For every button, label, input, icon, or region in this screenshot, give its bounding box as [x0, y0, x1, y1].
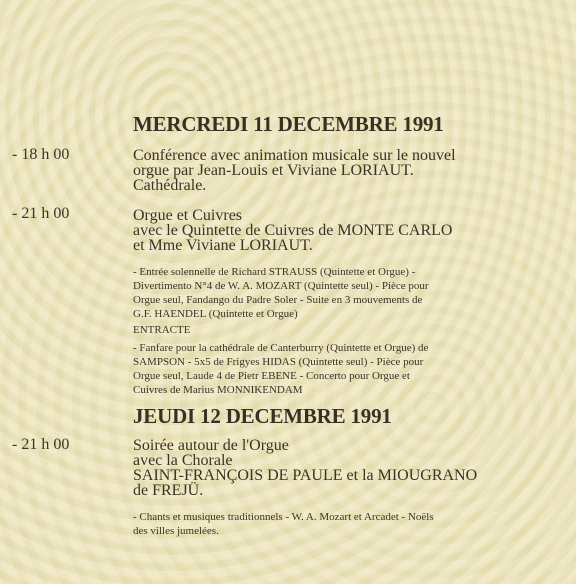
- event-line: de FREJÜ.: [133, 482, 204, 499]
- program-details: [133, 510, 553, 538]
- event-time: - 18 h 00: [12, 146, 70, 163]
- program-line: G.F. HAENDEL (Quintette et Orgue): [133, 308, 298, 320]
- event-line: Conférence avec animation musicale sur le nouvel: [133, 147, 456, 164]
- event-description: [133, 148, 553, 193]
- program-line: des villes jumelées.: [133, 525, 219, 537]
- event-line: orgue par Jean-Louis et Viviane LORIAUT.: [133, 162, 414, 179]
- event-time: - 21 h 00: [12, 205, 70, 222]
- program-line: Orgue seul, Laude 4 de Pietr EBENE - Concerto pour Orgue et: [133, 370, 410, 382]
- event-description: [133, 438, 553, 498]
- program-line: Cuivres de Marius MONNIKENDAM: [133, 384, 303, 396]
- event-line: avec la Chorale: [133, 452, 233, 469]
- event-line: et Mme Viviane LORIAUT.: [133, 237, 313, 254]
- event-line: Orgue et Cuivres: [133, 207, 243, 224]
- event-time: - 21 h 00: [12, 436, 70, 453]
- entracte-label: [133, 323, 553, 337]
- event-description: [133, 208, 553, 253]
- program-line: Orgue seul, Fandango du Padre Soler - Suite en 3 mouvements de: [133, 294, 423, 306]
- day-heading-wednesday: MERCREDI 11 DECEMBRE 1991: [133, 112, 444, 136]
- program-line: - Entrée solennelle de Richard STRAUSS (Quintette et Orgue) -: [133, 266, 416, 278]
- program-line: Divertimento N°4 de W. A. MOZART (Quintette seul) - Pièce pour: [133, 280, 429, 292]
- event-line: Soirée autour de l'Orgue: [133, 437, 289, 454]
- event-line: avec le Quintette de Cuivres de MONTE CARLO: [133, 222, 453, 239]
- program-line: - Fanfare pour la cathédrale de Canterburry (Quintette et Orgue) de: [133, 342, 429, 354]
- program-line: - Chants et musiques traditionnels - W. A. Mozart et Arcadet - Noëls: [133, 511, 434, 523]
- program-line: SAMPSON - 5x5 de Frigyes HIDAS (Quintette seul) - Pièce pour: [133, 356, 424, 368]
- program-details: [133, 341, 553, 397]
- entracte-text: ENTRACTE: [133, 324, 191, 336]
- event-line: Cathédrale.: [133, 177, 207, 194]
- program-details: [133, 265, 553, 321]
- event-line: SAINT-FRANÇOIS DE PAULE et la MIOUGRANO: [133, 467, 478, 484]
- day-heading-thursday: JEUDI 12 DECEMBRE 1991: [133, 404, 392, 428]
